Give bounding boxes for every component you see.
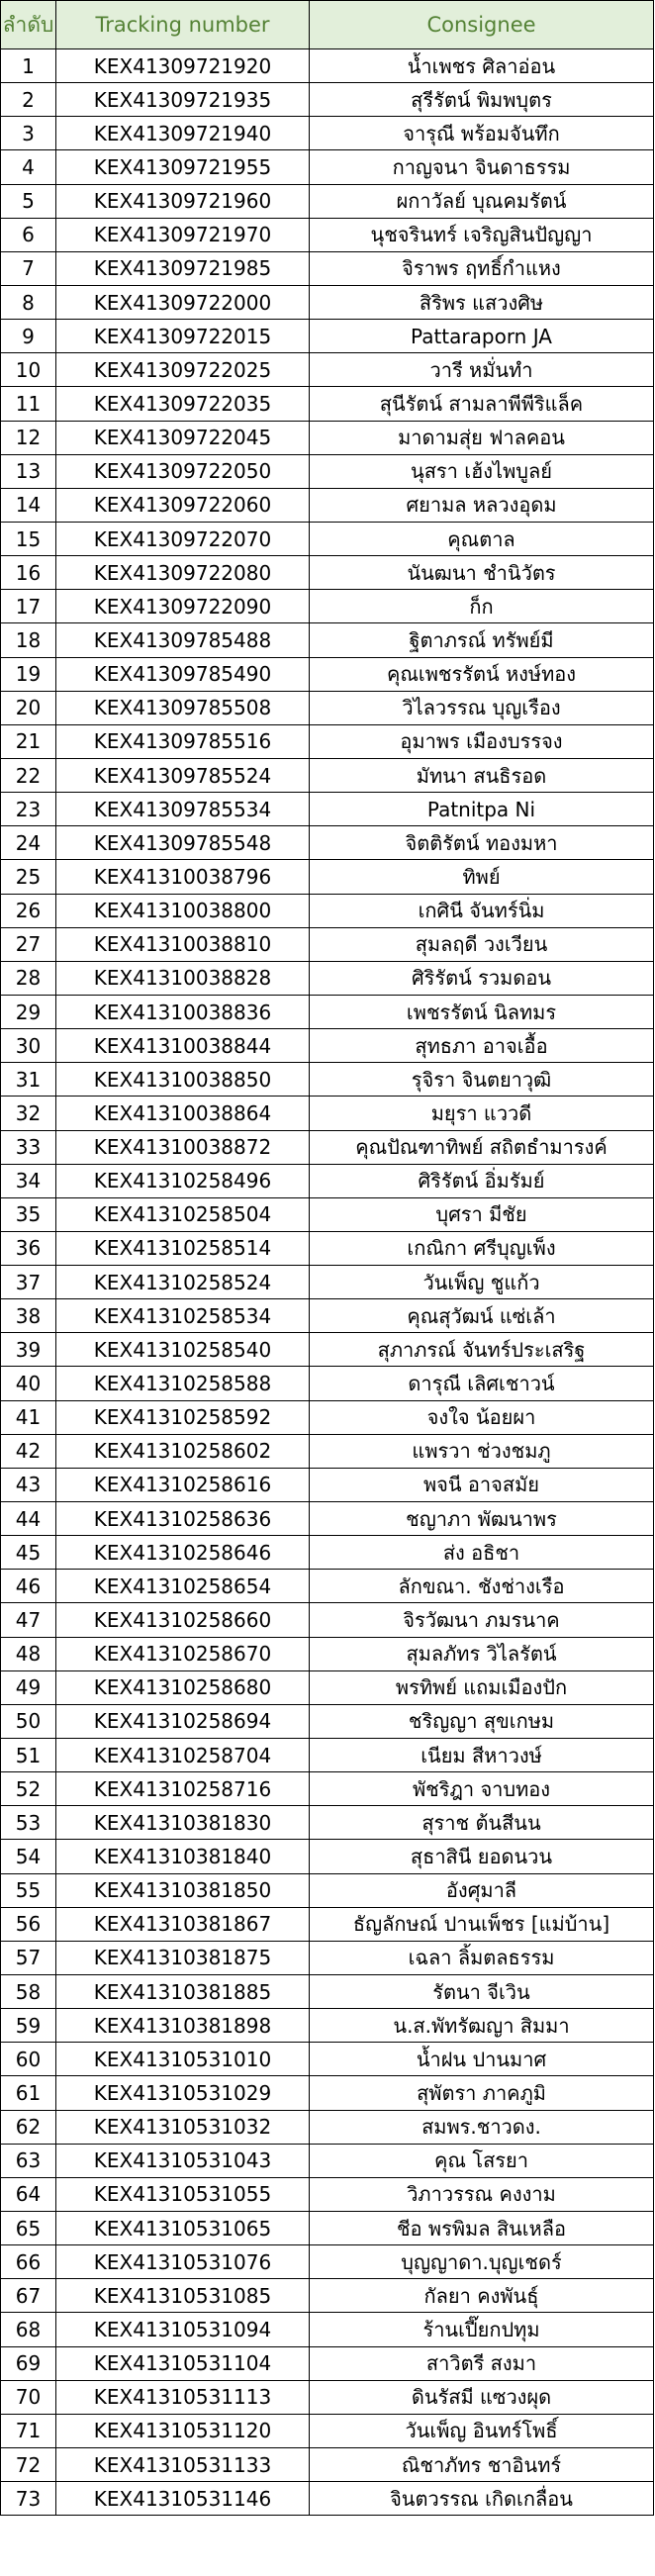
tracking-number-cell: KEX41310381867 [56, 1907, 310, 1941]
tracking-number-cell: KEX41310258660 [56, 1603, 310, 1637]
row-number-cell: 59 [1, 2009, 56, 2043]
row-number-cell: 16 [1, 556, 56, 590]
tracking-number-cell: KEX41310531085 [56, 2279, 310, 2313]
tracking-number-cell: KEX41310038872 [56, 1130, 310, 1164]
table-row [1, 218, 654, 251]
row-number-cell: 26 [1, 894, 56, 927]
consignee-cell: วันเพ็ญ อินทร์โพธิ์ [310, 2414, 654, 2447]
row-number-cell: 44 [1, 1502, 56, 1536]
tracking-number-cell: KEX41310381850 [56, 1873, 310, 1907]
table-row [1, 2177, 654, 2211]
table-row [1, 184, 654, 218]
row-number-cell: 25 [1, 860, 56, 894]
row-number-cell: 50 [1, 1704, 56, 1738]
consignee-cell: สุมลภัทร วิไลรัตน์ [310, 1637, 654, 1670]
table-body [1, 49, 654, 2516]
tracking-number-cell: KEX41310038836 [56, 995, 310, 1028]
table-row [1, 2212, 654, 2245]
tracking-number-cell: KEX41310258680 [56, 1670, 310, 1704]
table-row [1, 150, 654, 184]
consignee-cell: ศิริรัตน์ อิ่มรัมย์ [310, 1164, 654, 1197]
row-number-cell: 52 [1, 1772, 56, 1806]
table-row [1, 1367, 654, 1400]
tracking-number-cell: KEX41310381830 [56, 1806, 310, 1840]
consignee-cell: ชีอ พรพิมล สินเหลือ [310, 2212, 654, 2245]
tracking-number-cell: KEX41310038800 [56, 894, 310, 927]
consignee-cell: นุสรา เฮ้งไพบูลย์ [310, 454, 654, 488]
header-no: ลำดับ [1, 1, 56, 49]
consignee-cell: สุนีรัตน์ สามลาพีพีริแล็ค [310, 387, 654, 421]
consignee-cell: คุณเพชรรัตน์ หงษ์ทอง [310, 657, 654, 691]
row-number-cell: 42 [1, 1434, 56, 1468]
consignee-cell: มาดามสุ่ย ฟาลคอน [310, 421, 654, 454]
row-number-cell: 46 [1, 1570, 56, 1603]
row-number-cell: 14 [1, 488, 56, 522]
row-number-cell: 69 [1, 2346, 56, 2380]
row-number-cell: 55 [1, 1873, 56, 1907]
table-row [1, 691, 654, 724]
consignee-cell: ศิริรัตน์ รวมดอน [310, 961, 654, 995]
table-row [1, 2144, 654, 2177]
consignee-cell: ร้านเปี๊ยกปทุม [310, 2313, 654, 2346]
tracking-number-cell: KEX41310531065 [56, 2212, 310, 2245]
consignee-cell: ส่ง อธิชา [310, 1536, 654, 1570]
tracking-number-cell: KEX41310258704 [56, 1739, 310, 1772]
consignee-cell: มยุรา แววดี [310, 1097, 654, 1130]
consignee-cell: เนียม สีหาวงษ์ [310, 1739, 654, 1772]
consignee-cell: วิภาวรรณ คงงาม [310, 2177, 654, 2211]
row-number-cell: 48 [1, 1637, 56, 1670]
tracking-number-cell: KEX41309722080 [56, 556, 310, 590]
row-number-cell: 21 [1, 724, 56, 758]
row-number-cell: 37 [1, 1266, 56, 1299]
row-number-cell: 6 [1, 218, 56, 251]
tracking-number-cell: KEX41310258592 [56, 1400, 310, 1434]
table-row [1, 1299, 654, 1333]
row-number-cell: 61 [1, 2076, 56, 2110]
row-number-cell: 1 [1, 49, 56, 83]
row-number-cell: 17 [1, 590, 56, 623]
table-row [1, 1029, 654, 1063]
tracking-number-cell: KEX41310258636 [56, 1502, 310, 1536]
table-row [1, 1097, 654, 1130]
tracking-number-cell: KEX41309722015 [56, 320, 310, 353]
table-row [1, 2447, 654, 2481]
table-row [1, 454, 654, 488]
table-row [1, 724, 654, 758]
consignee-cell: สาวิตรี สงมา [310, 2346, 654, 2380]
row-number-cell: 54 [1, 1840, 56, 1873]
tracking-number-cell: KEX41309785516 [56, 724, 310, 758]
tracking-number-cell: KEX41310258534 [56, 1299, 310, 1333]
tracking-number-cell: KEX41310531055 [56, 2177, 310, 2211]
tracking-number-cell: KEX41309722090 [56, 590, 310, 623]
table-row [1, 2009, 654, 2043]
row-number-cell: 7 [1, 251, 56, 285]
header-tracking-number: Tracking number [56, 1, 310, 49]
table-row [1, 522, 654, 555]
consignee-cell: คุณปัณฑาทิพย์ สถิตธำมารงค์ [310, 1130, 654, 1164]
row-number-cell: 31 [1, 1063, 56, 1097]
row-number-cell: 3 [1, 117, 56, 150]
table-row [1, 1975, 654, 2009]
consignee-cell: ผกาวัลย์ บุณคมรัตน์ [310, 184, 654, 218]
consignee-cell: พรทิพย์ แถมเมืองปัก [310, 1670, 654, 1704]
table-row [1, 1502, 654, 1536]
row-number-cell: 32 [1, 1097, 56, 1130]
table-row [1, 2245, 654, 2279]
consignee-cell: วารี หมั่นทำ [310, 353, 654, 387]
table-row [1, 1670, 654, 1704]
consignee-cell: วันเพ็ญ ชูแก้ว [310, 1266, 654, 1299]
header-row [1, 1, 654, 49]
table-row [1, 2313, 654, 2346]
consignee-cell: เกณิกา ศรีบุญเพ็ง [310, 1231, 654, 1265]
tracking-number-cell: KEX41310258602 [56, 1434, 310, 1468]
tracking-number-cell: KEX41310531010 [56, 2043, 310, 2076]
consignee-cell: ก็ก [310, 590, 654, 623]
row-number-cell: 73 [1, 2482, 56, 2516]
table-row [1, 1130, 654, 1164]
consignee-cell: บุญญาดา.บุญเชดร์ [310, 2245, 654, 2279]
tracking-number-cell: KEX41309785488 [56, 623, 310, 657]
consignee-cell: ลักขณา. ชังช่างเรือ [310, 1570, 654, 1603]
row-number-cell: 34 [1, 1164, 56, 1197]
tracking-number-cell: KEX41309721955 [56, 150, 310, 184]
row-number-cell: 28 [1, 961, 56, 995]
tracking-number-cell: KEX41310531094 [56, 2313, 310, 2346]
consignee-cell: รัตนา จีเวิน [310, 1975, 654, 2009]
consignee-cell: บุศรา มีชัย [310, 1197, 654, 1231]
row-number-cell: 24 [1, 826, 56, 860]
tracking-number-cell: KEX41310531076 [56, 2245, 310, 2279]
row-number-cell: 13 [1, 454, 56, 488]
row-number-cell: 67 [1, 2279, 56, 2313]
table-row [1, 1164, 654, 1197]
row-number-cell: 62 [1, 2110, 56, 2144]
consignee-cell: มัทนา สนธิรอด [310, 758, 654, 792]
tracking-number-cell: KEX41309721920 [56, 49, 310, 83]
consignee-cell: จิตติรัตน์ ทองมหา [310, 826, 654, 860]
tracking-number-cell: KEX41309721935 [56, 83, 310, 117]
consignee-cell: สุรีรัตน์ พิมพบุตร [310, 83, 654, 117]
table-row [1, 2414, 654, 2447]
table-row [1, 1704, 654, 1738]
tracking-number-cell: KEX41310038850 [56, 1063, 310, 1097]
row-number-cell: 10 [1, 353, 56, 387]
table-row [1, 1197, 654, 1231]
table-row [1, 1772, 654, 1806]
consignee-cell: ธัญลักษณ์ ปานเพ็ชร [แม่บ้าน] [310, 1907, 654, 1941]
row-number-cell: 71 [1, 2414, 56, 2447]
table-row [1, 1400, 654, 1434]
table-row [1, 1739, 654, 1772]
tracking-number-cell: KEX41309722025 [56, 353, 310, 387]
tracking-number-cell: KEX41310381885 [56, 1975, 310, 2009]
row-number-cell: 5 [1, 184, 56, 218]
row-number-cell: 49 [1, 1670, 56, 1704]
row-number-cell: 72 [1, 2447, 56, 2481]
tracking-number-cell: KEX41310258524 [56, 1266, 310, 1299]
consignee-cell: น้ำเพชร ศิลาอ่อน [310, 49, 654, 83]
consignee-cell: อุมาพร เมืองบรรจง [310, 724, 654, 758]
row-number-cell: 60 [1, 2043, 56, 2076]
tracking-number-cell: KEX41310038810 [56, 927, 310, 961]
consignee-cell: ศยามล หลวงอุดม [310, 488, 654, 522]
tracking-number-cell: KEX41309785534 [56, 793, 310, 826]
tracking-number-cell: KEX41310381898 [56, 2009, 310, 2043]
consignee-cell: คุณ โสรยา [310, 2144, 654, 2177]
table-row [1, 1063, 654, 1097]
consignee-cell: ดินรัสมี แซวงผุด [310, 2380, 654, 2414]
row-number-cell: 53 [1, 1806, 56, 1840]
row-number-cell: 27 [1, 927, 56, 961]
table-row [1, 623, 654, 657]
tracking-number-cell: KEX41310258540 [56, 1333, 310, 1367]
table-row [1, 421, 654, 454]
consignee-cell: นุชจรินทร์ เจริญสินปัญญา [310, 218, 654, 251]
consignee-cell: คุณสุวัฒน์ แซ่เล้า [310, 1299, 654, 1333]
consignee-cell: อังศุมาลี [310, 1873, 654, 1907]
table-row [1, 556, 654, 590]
consignee-cell: จิราพร ฤทธิ์กำแหง [310, 251, 654, 285]
tracking-number-cell: KEX41310258496 [56, 1164, 310, 1197]
consignee-cell: เพชรรัตน์ นิลทมร [310, 995, 654, 1028]
tracking-number-cell: KEX41310258716 [56, 1772, 310, 1806]
consignee-cell: นันฒนา ชำนิวัตร [310, 556, 654, 590]
tracking-number-cell: KEX41310381840 [56, 1840, 310, 1873]
tracking-number-cell: KEX41310258694 [56, 1704, 310, 1738]
row-number-cell: 43 [1, 1468, 56, 1501]
table-row [1, 285, 654, 319]
table-row [1, 1266, 654, 1299]
tracking-number-cell: KEX41309722035 [56, 387, 310, 421]
tracking-number-cell: KEX41310531043 [56, 2144, 310, 2177]
table-row [1, 1570, 654, 1603]
row-number-cell: 39 [1, 1333, 56, 1367]
tracking-number-cell: KEX41310038828 [56, 961, 310, 995]
row-number-cell: 41 [1, 1400, 56, 1434]
table-row [1, 353, 654, 387]
row-number-cell: 65 [1, 2212, 56, 2245]
tracking-number-cell: KEX41309722070 [56, 522, 310, 555]
consignee-cell: สุพัตรา ภาคภูมิ [310, 2076, 654, 2110]
table-row [1, 488, 654, 522]
tracking-number-cell: KEX41310038796 [56, 860, 310, 894]
row-number-cell: 8 [1, 285, 56, 319]
consignee-cell: ฐิตาภรณ์ ทรัพย์มี [310, 623, 654, 657]
row-number-cell: 29 [1, 995, 56, 1028]
row-number-cell: 33 [1, 1130, 56, 1164]
consignee-cell: ชญาภา พัฒนาพร [310, 1502, 654, 1536]
consignee-cell: สุมลฤดี วงเวียน [310, 927, 654, 961]
table-row [1, 2482, 654, 2516]
table-row [1, 1603, 654, 1637]
table-row [1, 2346, 654, 2380]
row-number-cell: 38 [1, 1299, 56, 1333]
tracking-number-cell: KEX41309722000 [56, 285, 310, 319]
consignee-cell: กัลยา คงพันธุ์ [310, 2279, 654, 2313]
row-number-cell: 63 [1, 2144, 56, 2177]
row-number-cell: 22 [1, 758, 56, 792]
tracking-number-cell: KEX41309785548 [56, 826, 310, 860]
tracking-number-cell: KEX41310531133 [56, 2447, 310, 2481]
consignee-cell: สุราช ต้นสีนน [310, 1806, 654, 1840]
row-number-cell: 9 [1, 320, 56, 353]
row-number-cell: 45 [1, 1536, 56, 1570]
table-row [1, 2043, 654, 2076]
tracking-number-cell: KEX41309721985 [56, 251, 310, 285]
consignee-cell: จินตวรรณ เกิดเกลื่อน [310, 2482, 654, 2516]
row-number-cell: 56 [1, 1907, 56, 1941]
row-number-cell: 2 [1, 83, 56, 117]
table-row [1, 1941, 654, 1974]
tracking-number-cell: KEX41310258654 [56, 1570, 310, 1603]
row-number-cell: 30 [1, 1029, 56, 1063]
tracking-number-cell: KEX41309721970 [56, 218, 310, 251]
table-row [1, 1907, 654, 1941]
consignee-cell: Patnitpa Ni [310, 793, 654, 826]
table-row [1, 1637, 654, 1670]
consignee-cell: พัชริฎา จาบทอง [310, 1772, 654, 1806]
consignee-cell: เกศินี จันทร์นิ่ม [310, 894, 654, 927]
consignee-cell: วิไลวรรณ บุญเรือง [310, 691, 654, 724]
tracking-number-cell: KEX41310258588 [56, 1367, 310, 1400]
table-row [1, 2380, 654, 2414]
row-number-cell: 47 [1, 1603, 56, 1637]
table-row [1, 590, 654, 623]
table-row [1, 1806, 654, 1840]
consignee-cell: ทิพย์ [310, 860, 654, 894]
row-number-cell: 4 [1, 150, 56, 184]
tracking-number-cell: KEX41309785508 [56, 691, 310, 724]
table-row [1, 758, 654, 792]
tracking-number-cell: KEX41310258514 [56, 1231, 310, 1265]
row-number-cell: 20 [1, 691, 56, 724]
consignee-cell: จารุณี พร้อมจันทึก [310, 117, 654, 150]
consignee-cell: สุภาภรณ์ จันทร์ประเสริฐ [310, 1333, 654, 1367]
consignee-cell: แพรวา ช่วงชมภู [310, 1434, 654, 1468]
tracking-number-cell: KEX41309785524 [56, 758, 310, 792]
tracking-number-cell: KEX41309722060 [56, 488, 310, 522]
row-number-cell: 40 [1, 1367, 56, 1400]
table-row [1, 826, 654, 860]
consignee-cell: สิริพร แสวงศิษ [310, 285, 654, 319]
table-row [1, 1873, 654, 1907]
consignee-cell: คุณตาล [310, 522, 654, 555]
tracking-number-cell: KEX41309721940 [56, 117, 310, 150]
table-row [1, 2110, 654, 2144]
tracking-number-cell: KEX41310531032 [56, 2110, 310, 2144]
table-row [1, 320, 654, 353]
table-row [1, 961, 654, 995]
table-row [1, 657, 654, 691]
row-number-cell: 51 [1, 1739, 56, 1772]
row-number-cell: 15 [1, 522, 56, 555]
table-row [1, 49, 654, 83]
tracking-number-cell: KEX41309721960 [56, 184, 310, 218]
table-row [1, 1333, 654, 1367]
table-row [1, 387, 654, 421]
consignee-cell: สุทธภา อาจเอื้อ [310, 1029, 654, 1063]
table-row [1, 927, 654, 961]
tracking-number-cell: KEX41310531146 [56, 2482, 310, 2516]
consignee-cell: เฉลา ลิ้มตลธรรม [310, 1941, 654, 1974]
header-consignee: Consignee [310, 1, 654, 49]
tracking-number-cell: KEX41310381875 [56, 1941, 310, 1974]
tracking-number-cell: KEX41310258504 [56, 1197, 310, 1231]
table-row [1, 1840, 654, 1873]
row-number-cell: 23 [1, 793, 56, 826]
tracking-number-cell: KEX41310258646 [56, 1536, 310, 1570]
table-row [1, 1434, 654, 1468]
tracking-number-cell: KEX41310531120 [56, 2414, 310, 2447]
row-number-cell: 19 [1, 657, 56, 691]
table-row [1, 860, 654, 894]
consignee-cell: สุธาสินี ยอดนวน [310, 1840, 654, 1873]
row-number-cell: 36 [1, 1231, 56, 1265]
tracking-number-cell: KEX41309785490 [56, 657, 310, 691]
row-number-cell: 58 [1, 1975, 56, 2009]
consignee-cell: กาญจนา จินดาธรรม [310, 150, 654, 184]
tracking-number-cell: KEX41310531029 [56, 2076, 310, 2110]
consignee-cell: Pattaraporn JA [310, 320, 654, 353]
table-row [1, 2076, 654, 2110]
consignee-cell: ณิชาภัทร ชาอินทร์ [310, 2447, 654, 2481]
consignee-cell: น้ำฝน ปานมาศ [310, 2043, 654, 2076]
table-row [1, 251, 654, 285]
tracking-number-cell: KEX41310258616 [56, 1468, 310, 1501]
table-row [1, 793, 654, 826]
row-number-cell: 57 [1, 1941, 56, 1974]
row-number-cell: 68 [1, 2313, 56, 2346]
table-row [1, 83, 654, 117]
tracking-number-cell: KEX41310038864 [56, 1097, 310, 1130]
row-number-cell: 11 [1, 387, 56, 421]
row-number-cell: 35 [1, 1197, 56, 1231]
row-number-cell: 70 [1, 2380, 56, 2414]
table-row [1, 1231, 654, 1265]
tracking-number-cell: KEX41310038844 [56, 1029, 310, 1063]
consignee-cell: ดารุณี เลิศเชาวน์ [310, 1367, 654, 1400]
consignee-cell: จิรวัฒนา ภมรนาค [310, 1603, 654, 1637]
tracking-number-cell: KEX41310258670 [56, 1637, 310, 1670]
row-number-cell: 64 [1, 2177, 56, 2211]
row-number-cell: 12 [1, 421, 56, 454]
consignee-cell: น.ส.พัทรัฒญา สิมมา [310, 2009, 654, 2043]
row-number-cell: 66 [1, 2245, 56, 2279]
tracking-number-cell: KEX41310531113 [56, 2380, 310, 2414]
table-row [1, 894, 654, 927]
table-row [1, 117, 654, 150]
consignee-cell: จงใจ น้อยผา [310, 1400, 654, 1434]
tracking-number-cell: KEX41309722045 [56, 421, 310, 454]
table-row [1, 995, 654, 1028]
table-row [1, 1536, 654, 1570]
consignee-cell: ชริญญา สุขเกษม [310, 1704, 654, 1738]
consignee-cell: รุจิรา จินตยาวุฒิ [310, 1063, 654, 1097]
table-row [1, 1468, 654, 1501]
row-number-cell: 18 [1, 623, 56, 657]
table-row [1, 2279, 654, 2313]
consignee-cell: สมพร.ชาวดง. [310, 2110, 654, 2144]
consignee-cell: พจนี อาจสมัย [310, 1468, 654, 1501]
tracking-number-cell: KEX41310531104 [56, 2346, 310, 2380]
tracking-number-cell: KEX41309722050 [56, 454, 310, 488]
